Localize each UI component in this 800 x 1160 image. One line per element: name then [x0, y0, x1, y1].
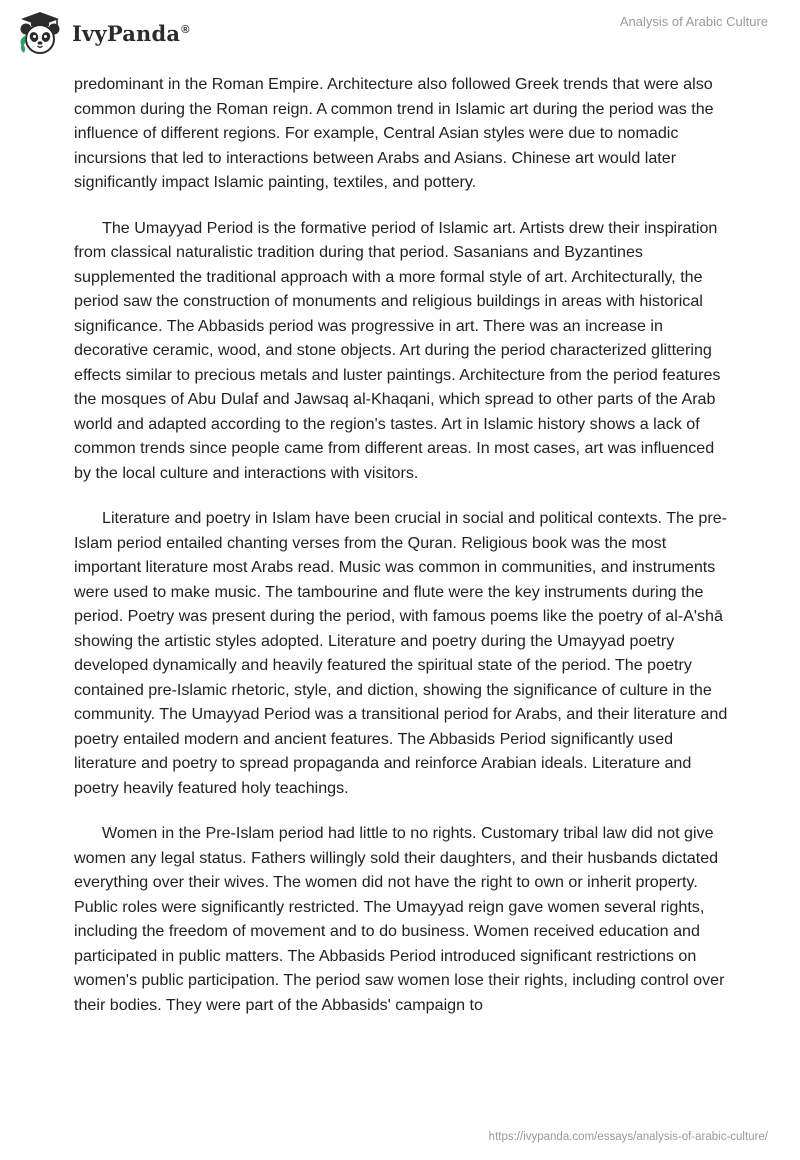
panda-graduate-icon	[16, 9, 64, 57]
paragraph: Women in the Pre-Islam period had little to no rights. Customary tribal law did not give women any legal status. Fathers willingly sold their daughters, and their husbands dictated everything over their wives. The women did not have the right to own or inherit property. Public roles were significantly restricted. The Umayyad reign gave women several rights, including the freedom of movement and to do business. Women received education and participated in public matters. The Abbasids Period introduced significant restrictions on women's public participation. The period saw women lose their rights, including control over their bodies. They were part of the Abbasids' campaign to	[74, 824, 725, 1014]
essay-body	[74, 72, 734, 1038]
page-header	[0, 0, 800, 70]
source-url-link[interactable]: https://ivypanda.com/essays/analysis-of-arabic-culture/	[488, 1131, 768, 1143]
paragraph: predominant in the Roman Empire. Architecture also followed Greek trends that were also common during the Roman reign. A common trend in Islamic art during the period was the influence of different regions. For example, Central Asian styles were due to nomadic incursions that led to interactions between Arabs and Asians. Chinese art would later significantly impact Islamic painting, textiles, and pottery.	[74, 75, 714, 191]
paragraph: Literature and poetry in Islam have been crucial in social and political contexts. The pre-Islam period entailed chanting verses from the Quran. Religious book was the most important literature most Arabs read. Music was common in communities, and instruments were used to make music. The tambourine and flute were the key instruments during the period. Poetry was present during the period, with famous poems like the poetry of al-A'shā showing the artistic styles adopted. Literature and poetry during the Umayyad poetry developed dynamically and heavily featured the spiritual state of the period. The poetry contained pre-Islamic rhetoric, style, and diction, showing the significance of culture in the community. The Umayyad Period was a transitional period for Arabs, and their literature and poetry entailed modern and ancient features. The Abbasids Period significantly used literature and poetry to spread propaganda and reinforce Arabian ideals. Literature and poetry heavily featured holy teachings.	[74, 509, 728, 797]
document-title: Analysis of Arabic Culture	[619, 14, 768, 29]
ivypanda-logo[interactable]	[16, 9, 190, 57]
brand-name: IvyPanda®	[72, 20, 190, 46]
registered-mark: ®	[181, 23, 190, 36]
paragraph: The Umayyad Period is the formative period of Islamic art. Artists drew their inspiration from classical naturalistic tradition during that period. Sasanians and Byzantines supplemented the traditional approach with a more formal style of art. Architecturally, the period saw the construction of monuments and religious buildings in areas with historical significance. The Abbasids period was progressive in art. There was an increase in decorative ceramic, wood, and stone objects. Art during the period characterized glittering effects similar to precious metals and luster paintings. Architecture from the period features the mosques of Abu Dulaf and Jawsaq al-Khaqani, which spread to other parts of the Arab world and adapted according to the region's tastes. Art in Islamic history shows a lack of common trends since people came from different areas. In most cases, art was influenced by the local culture and interactions with visitors.	[74, 218, 721, 482]
